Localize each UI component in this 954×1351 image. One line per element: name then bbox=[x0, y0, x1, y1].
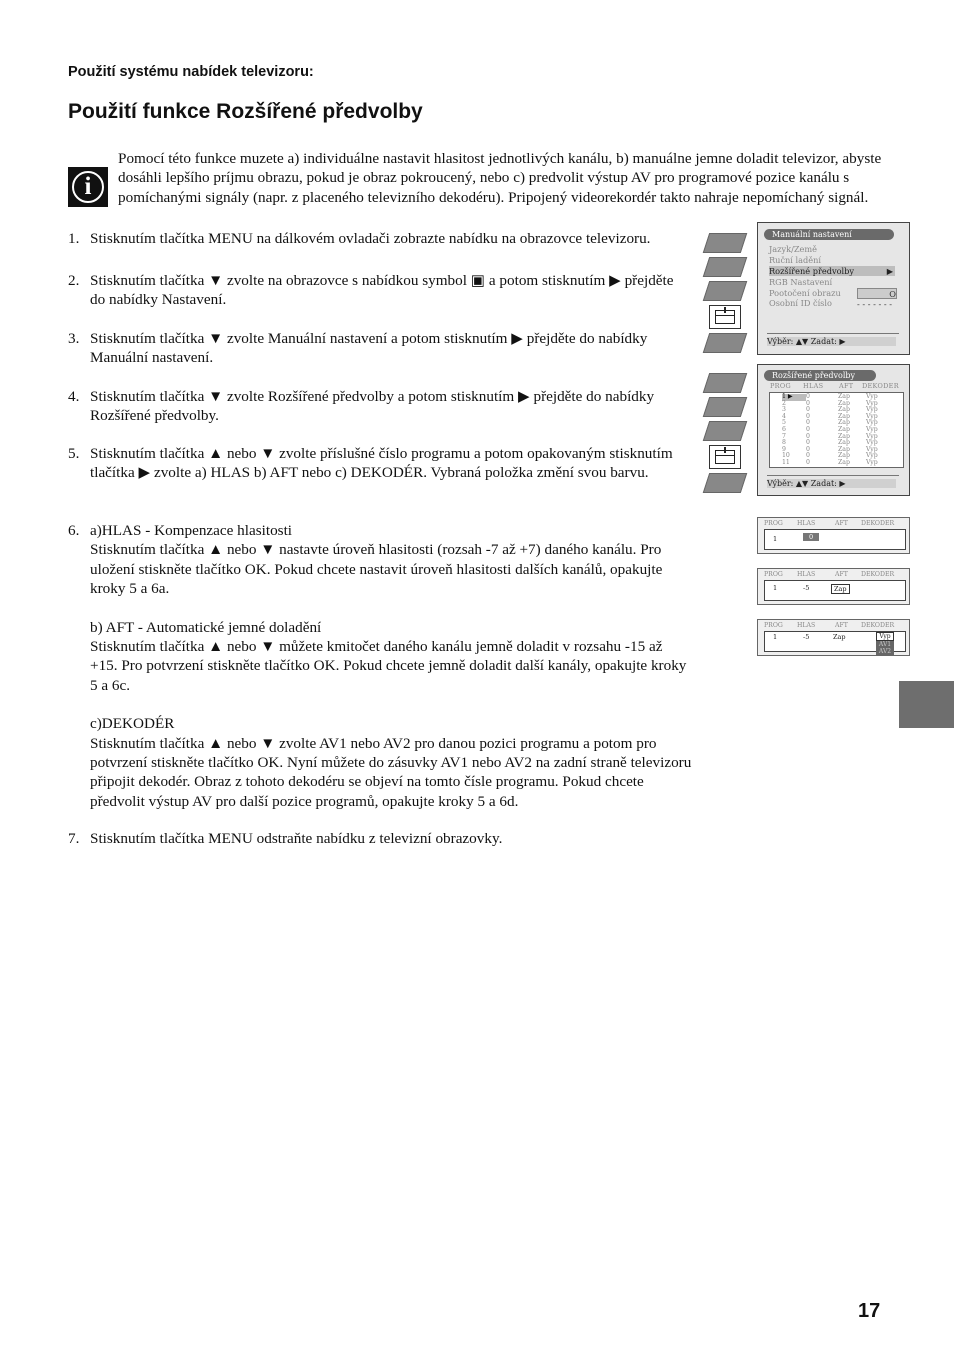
decoder-option-off: Vyp bbox=[876, 632, 894, 641]
step-6a-text: Stisknutím tlačítka ▲ nebo ▼ nastavte úroveň hlasitosti (rozsah -7 až +7) daného kanálu. Pro uložení stiskněte tlačítko OK. Pokud chcete nastavit úroveň hlasitosti dalších kanálů, opakujte kroky 5 a 6a. bbox=[90, 541, 663, 598]
prog-cell: 2 bbox=[782, 399, 786, 407]
teletext-icon bbox=[703, 333, 747, 353]
id-value: - - - - - - - bbox=[857, 299, 892, 309]
prog-value: 1 bbox=[773, 633, 778, 641]
setup-icon bbox=[709, 445, 741, 469]
aft-cell: Zap bbox=[838, 445, 850, 453]
step-6c-title: c)DEKODÉR bbox=[90, 715, 175, 733]
column-headers: PROG HLAS AFT DEKODER bbox=[764, 520, 895, 527]
sound-icon bbox=[703, 397, 747, 417]
icon-column-1 bbox=[706, 233, 744, 353]
rotation-value-box: O bbox=[857, 288, 897, 299]
menu-item-personal-id: Osobní ID číslo bbox=[769, 298, 832, 308]
step-3 bbox=[68, 329, 692, 368]
decoder-cell: Vyp bbox=[866, 458, 878, 466]
page-number: 17 bbox=[858, 1300, 881, 1322]
aft-cell: Zap bbox=[838, 439, 850, 447]
picture-icon bbox=[703, 233, 747, 253]
prog-cell: 3 bbox=[782, 406, 786, 414]
volume-cell: 0 bbox=[806, 439, 810, 447]
step-text: Stisknutím tlačítka ▼ zvolte na obrazovce s nabídkou symbol ▣ a potom stisknutím ▶ přejděte do nabídky Nastavení. bbox=[90, 272, 674, 309]
step-number: 4. bbox=[68, 388, 80, 405]
volume-cell: 0 bbox=[806, 445, 810, 453]
decoder-option-av1: AV1 bbox=[876, 641, 894, 648]
step-7 bbox=[68, 829, 692, 848]
step-number: 5. bbox=[68, 445, 80, 462]
step-number: 2. bbox=[68, 272, 80, 289]
section-header: Použití systému nabídek televizoru: bbox=[68, 64, 314, 80]
prog-cell: 4 bbox=[782, 412, 786, 420]
menu-screen-advanced-presets bbox=[757, 364, 910, 496]
volume-cell: 0 bbox=[806, 425, 810, 433]
aft-value-box: Zap bbox=[831, 584, 850, 594]
step-number: 7. bbox=[68, 830, 80, 847]
features-icon bbox=[703, 281, 747, 301]
menu-footer: Výběr: ▲▼ Zadat: ▶ bbox=[767, 337, 896, 346]
volume-cell: 0 bbox=[806, 412, 810, 420]
menu-header: Manuální nastavení bbox=[764, 229, 894, 240]
step-5 bbox=[68, 444, 692, 483]
step-number: 6. bbox=[68, 522, 80, 539]
features-icon bbox=[703, 421, 747, 441]
side-tab bbox=[899, 681, 954, 728]
decoder-cell: Vyp bbox=[866, 406, 878, 414]
menu-header: Rozšířené předvolby bbox=[764, 370, 876, 381]
menu-item-language: Jazyk/Země bbox=[769, 244, 817, 254]
menu-screen-manual-setup bbox=[757, 222, 910, 355]
column-headers: PROG HLAS AFT DEKODER bbox=[770, 382, 899, 390]
step-6b-text: Stisknutím tlačítka ▲ nebo ▼ můžete kmitočet daného kanálu jemně doladit v rozsahu -15 až +15. Pro potvrzení stiskněte tlačítko OK. Pokud chcete jemně doladit další kanály, opakujte kroky 5 a 6c. bbox=[90, 638, 687, 694]
prog-cell: 10 bbox=[782, 452, 790, 460]
volume-value-highlight: 0 bbox=[803, 533, 819, 541]
picture-icon bbox=[703, 373, 747, 393]
volume-cell: 0 bbox=[806, 393, 810, 400]
decoder-cell: Vyp bbox=[866, 399, 878, 407]
setup-icon bbox=[709, 305, 741, 329]
step-6a-title: a)HLAS - Kompenzace hlasitosti bbox=[90, 522, 293, 539]
step-text: Stisknutím tlačítka ▲ nebo ▼ zvolte příslušné číslo programu a potom opakovaným stisknutím tlačítka ▶ zvolte a) HLAS b) AFT nebo c) DEKODÉR. Vybraná položka změní svou barvu. bbox=[90, 445, 673, 482]
decoder-cell: Vyp bbox=[866, 425, 878, 433]
volume-cell: 0 bbox=[806, 458, 810, 466]
panel-aft bbox=[757, 568, 910, 605]
decoder-cell: Vyp bbox=[866, 412, 878, 420]
prog-cell: 7 bbox=[782, 432, 786, 440]
step-text: Stisknutím tlačítka ▼ zvolte Manuální nastavení a potom stisknutím ▶ přejděte do nabídky Manuální nastavení. bbox=[90, 330, 648, 367]
prog-cell: 1 ▶ bbox=[782, 394, 806, 401]
panel-decoder bbox=[757, 619, 910, 656]
icon-column-2 bbox=[706, 373, 744, 493]
volume-cell: 0 bbox=[806, 432, 810, 440]
menu-item-rotation: Pootočení obrazu bbox=[769, 288, 841, 298]
selected-arrow-icon: ▶ bbox=[886, 266, 893, 276]
step-text: Stisknutím tlačítka MENU odstraňte nabídku z televizní obrazovky. bbox=[90, 830, 503, 847]
prog-value: 1 bbox=[773, 535, 778, 543]
divider bbox=[767, 333, 899, 334]
aft-cell: Zap bbox=[838, 452, 850, 460]
volume-value: -5 bbox=[803, 584, 810, 592]
step-2 bbox=[68, 271, 692, 310]
page-title: Použití funkce Rozšířené předvolby bbox=[68, 100, 423, 123]
step-number: 1. bbox=[68, 230, 80, 247]
sound-icon bbox=[703, 257, 747, 277]
column-headers: PROG HLAS AFT DEKODER bbox=[764, 571, 895, 578]
decoder-cell: Vyp bbox=[866, 419, 878, 427]
aft-cell: Zap bbox=[838, 458, 850, 466]
volume-cell: 0 bbox=[806, 399, 810, 407]
aft-cell: Zap bbox=[838, 399, 850, 407]
step-6b-title: b) AFT - Automatické jemné doladění bbox=[90, 618, 322, 636]
aft-cell: Zap bbox=[838, 393, 850, 400]
table-row bbox=[782, 460, 886, 467]
decoder-cell: Vyp bbox=[866, 432, 878, 440]
decoder-cell: Vyp bbox=[866, 445, 878, 453]
prog-cell: 11 bbox=[782, 458, 790, 466]
aft-cell: Zap bbox=[838, 425, 850, 433]
prog-cell: 5 bbox=[782, 419, 786, 427]
aft-value: Zap bbox=[833, 633, 846, 641]
teletext-icon bbox=[703, 473, 747, 493]
menu-item-rgb: RGB Nastavení bbox=[769, 277, 833, 287]
menu-footer: Výběr: ▲▼ Zadat: ▶ bbox=[767, 479, 896, 488]
volume-cell: 0 bbox=[806, 406, 810, 414]
prog-cell: 6 bbox=[782, 425, 786, 433]
step-number: 3. bbox=[68, 330, 80, 347]
divider bbox=[767, 475, 899, 476]
volume-value: -5 bbox=[803, 633, 810, 641]
decoder-option-av2: AV2 bbox=[876, 648, 894, 655]
volume-cell: 0 bbox=[806, 419, 810, 427]
step-4 bbox=[68, 387, 692, 426]
menu-item-manual-tuning: Ruční ladění bbox=[769, 255, 821, 265]
prog-cell: 9 bbox=[782, 445, 786, 453]
step-6c-text: Stisknutím tlačítka ▲ nebo ▼ zvolte AV1 nebo AV2 pro danou pozici programu a potom pro potvrzení stiskněte tlačítko OK. Nyní můžete do zásuvky AV1 nebo AV2 na zadní straně televizoru připojit dekodér. Obraz z tohoto dekodéru se objeví na tomto čísle programu. Pokud chcete předvolit výstup AV pro další pozice programů, opakujte kroky 5 a 6d. bbox=[90, 734, 692, 810]
prog-cell: 8 bbox=[782, 439, 786, 447]
step-text: Stisknutím tlačítka ▼ zvolte Rozšířené předvolby a potom stisknutím ▶ přejděte do nabídky Rozšířené předvolby. bbox=[90, 388, 655, 425]
column-headers: PROG HLAS AFT DEKODER bbox=[764, 622, 895, 629]
aft-cell: Zap bbox=[838, 406, 850, 414]
decoder-cell: Vyp bbox=[866, 452, 878, 460]
step-1 bbox=[68, 229, 692, 248]
decoder-cell: Vyp bbox=[866, 393, 878, 400]
intro-text: Pomocí této funkce muzete a) individuálne nastavit hlasitost jednotlivých kanálu, b) manuálne jemne doladit televizor, abyste dosáhli lepšího príjmu obrazu, pokud je obraz pokroucený, nebo c) predvolit výstup AV pro programové pozice kanálu s pomíchanými signály (napr. z placeného televizního dekodéru). Pripojený videorekordér takto nahraje nepomíchaný signál. bbox=[118, 150, 882, 206]
prog-value: 1 bbox=[773, 584, 778, 592]
panel-volume bbox=[757, 517, 910, 554]
aft-cell: Zap bbox=[838, 419, 850, 427]
menu-item-advanced-presets: Rozšířené předvolby ▶ bbox=[769, 266, 893, 276]
decoder-dropdown bbox=[876, 632, 894, 655]
volume-cell: 0 bbox=[806, 452, 810, 460]
step-6 bbox=[68, 521, 692, 811]
step-text: Stisknutím tlačítka MENU na dálkovém ovladači zobrazte nabídku na obrazovce televizoru. bbox=[90, 230, 651, 247]
aft-cell: Zap bbox=[838, 412, 850, 420]
aft-cell: Zap bbox=[838, 432, 850, 440]
decoder-cell: Vyp bbox=[866, 439, 878, 447]
program-table bbox=[769, 392, 904, 468]
info-icon: i bbox=[68, 167, 108, 207]
